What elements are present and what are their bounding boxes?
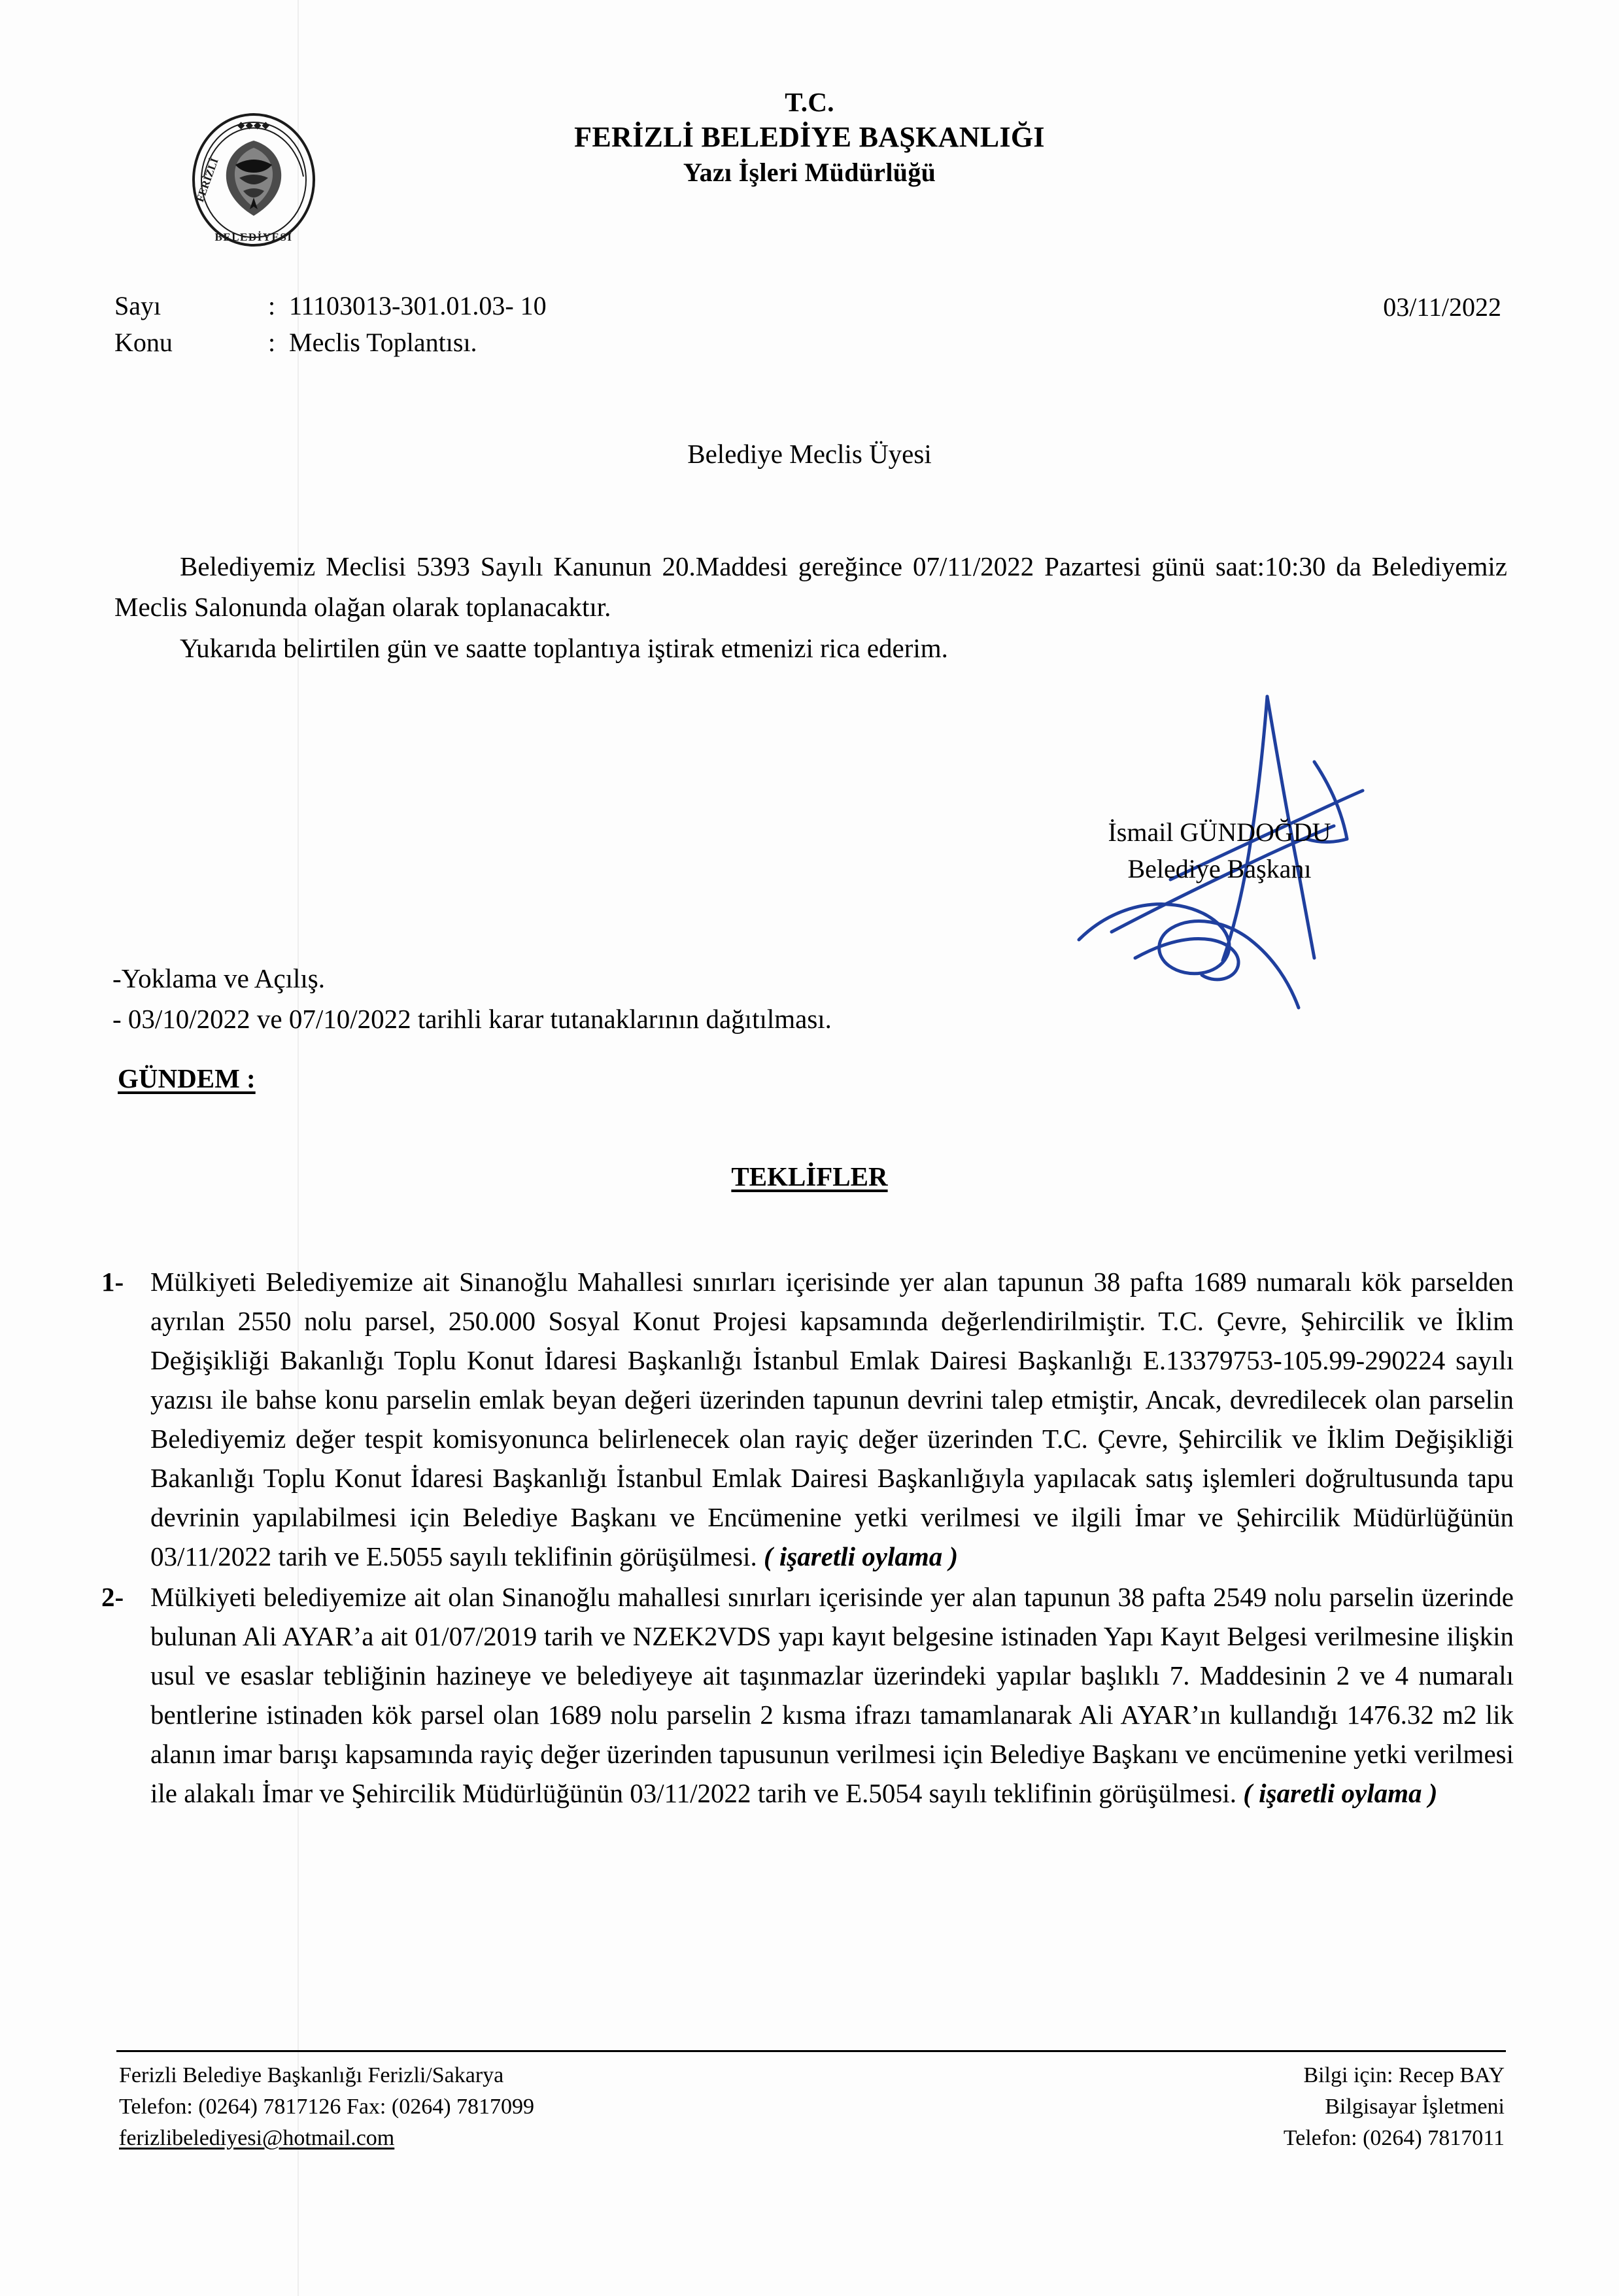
agenda-item-body [150, 1262, 1514, 1576]
agenda-pre-items [112, 958, 832, 1039]
agenda-item-number: 2- [101, 1582, 124, 1612]
letterhead-line-department: Yazı İşleri Müdürlüğü [683, 158, 936, 187]
body-paragraph-1: Belediyemiz Meclisi 5393 Sayılı Kanunun 20.Maddesi gereğince 07/11/2022 Pazartesi günü saat:10:30 da Belediyemiz Meclis Salonunda olağan olarak toplanacaktır. [114, 551, 1507, 622]
svg-text:◆◆◆◆: ◆◆◆◆ [237, 120, 271, 131]
footer-phone-fax: Telefon: (0264) 7817126 Fax: (0264) 7817099 [119, 2095, 535, 2119]
agenda-item-text: Mülkiyeti belediyemize ait olan Sinanoğlu mahallesi sınırları içerisinde yer alan tapunun 38 pafta 2549 nolu parselin üzerinde bulunan Ali AYAR’a ait 01/07/2019 tarih ve NZEK2VDS yapı kayıt belgesine istinaden Yapı Kayıt Belgesi verilmesine ilişkin usul ve esaslar tebliğinin hazineye ve belediyeye ait taşınmazlar üzerindeki yapılar başlıklı 7. Maddesinin 2 ve 4 numaralı bentlerine istinaden kök parsel olan 1689 nolu parselin 2 kısma ifrazı tamamlanarak Ali AYAR’ın kullandığı 1476.32 m2 lik alanın imar barışı kapsamında rayiç değer üzerinden tapusunun verilmesi için Belediye Başkanı ve encümenine yetki verilmesi ile alakalı İmar ve Şehircilik Müdürlüğünün 03/11/2022 tarih ve E.5054 sayılı teklifinin görüşülmesi. [150, 1582, 1514, 1808]
agenda-item [101, 1262, 1514, 1576]
teklifler-heading [0, 1161, 1619, 1192]
teklifler-heading-text: TEKLİFLER [731, 1161, 888, 1191]
letterhead-line-tc: T.C. [785, 87, 834, 117]
signer-name: İsmail GÜNDOĞDU [1108, 817, 1331, 847]
meta-row-konu [114, 324, 547, 361]
agenda-item [101, 1577, 1514, 1813]
sayi-value: 11103013-301.01.03- 10 [289, 291, 547, 320]
sayi-separator: : [268, 291, 276, 320]
agenda-pre-item-2: - 03/10/2022 ve 07/10/2022 tarihli karar tutanaklarının dağıtılması. [112, 1004, 832, 1034]
footer-contact-right [1284, 2060, 1505, 2154]
konu-label: Konu [114, 328, 173, 357]
footer-email-link[interactable]: ferizlibelediyesi@hotmail.com [119, 2126, 395, 2150]
footer-address: Ferizli Belediye Başkanlığı Ferizli/Sakarya [119, 2063, 504, 2087]
svg-text:FERİZLİ: FERİZLİ [193, 156, 221, 204]
recipient-line: Belediye Meclis Üyesi [687, 439, 932, 469]
svg-text:BELEDİYESİ: BELEDİYESİ [214, 231, 293, 243]
footer-contact-phone: Telefon: (0264) 7817011 [1283, 2126, 1505, 2150]
document-date: 03/11/2022 [1383, 292, 1501, 322]
letterhead-line-institution: FERİZLİ BELEDİYE BAŞKANLIĞI [574, 121, 1045, 153]
signer-title: Belediye Başkanı [1127, 854, 1312, 883]
document-meta [114, 288, 547, 361]
footer-contact-left [119, 2060, 534, 2154]
gundem-heading-text: GÜNDEM : [118, 1063, 256, 1093]
agenda-item-emphasis: ( işaretli oylama ) [763, 1541, 959, 1571]
agenda-pre-item-1: -Yoklama ve Açılış. [112, 963, 325, 993]
footer-divider [116, 2050, 1506, 2052]
body-paragraph-2: Yukarıda belirtilen gün ve saatte toplantıya iştirak etmenizi rica ederim. [180, 633, 948, 663]
agenda-item-emphasis: ( işaretli oylama ) [1243, 1778, 1438, 1808]
meta-row-sayi [114, 288, 547, 324]
footer-contact-person: Bilgi için: Recep BAY [1303, 2063, 1505, 2087]
agenda-item-number: 1- [101, 1267, 124, 1297]
letterhead [0, 85, 1619, 190]
gundem-heading [118, 1063, 256, 1094]
footer-contact-role: Bilgisayar İşletmeni [1325, 2095, 1505, 2119]
sayi-label: Sayı [114, 291, 162, 320]
agenda-items-list [101, 1262, 1514, 1814]
agenda-item-text: Mülkiyeti Belediyemize ait Sinanoğlu Mahallesi sınırları içerisinde yer alan tapunun 38 pafta 1689 numaralı kök parselden ayrılan 2550 nolu parsel, 250.000 Sosyal Konut Projesi kapsamında değerlendirilmiştir. T.C. Çevre, Şehircilik ve İklim Değişikliği Bakanlığı Toplu Konut İdaresi Başkanlığı İstanbul Emlak Dairesi Başkanlığı E.13379753-105.99-290224 sayılı yazısı ile bahse konu parselin emlak beyan değeri üzerinden tapunun devrini talep etmiştir, Ancak, devredilecek olan parselin Belediyemiz değer tespit komisyonunca belirlenecek olan rayiç değer üzerinden T.C. Çevre, Şehircilik ve İklim Değişikliği Bakanlığı Toplu Konut İdaresi Başkanlığı İstanbul Emlak Dairesi Başkanlığıyla yapılacak satış işlemleri doğrultusunda tapu devrinin yapılabilmesi için Belediye Başkanı ve Encümenine yetki verilmesi ve ilgili İmar ve Şehircilik Müdürlüğünün 03/11/2022 tarih ve E.5055 sayılı teklifinin görüşülmesi. [150, 1267, 1514, 1571]
konu-value: Meclis Toplantısı. [289, 328, 477, 357]
signature-block [1066, 814, 1373, 887]
konu-separator: : [268, 328, 276, 357]
agenda-item-body [150, 1577, 1514, 1813]
